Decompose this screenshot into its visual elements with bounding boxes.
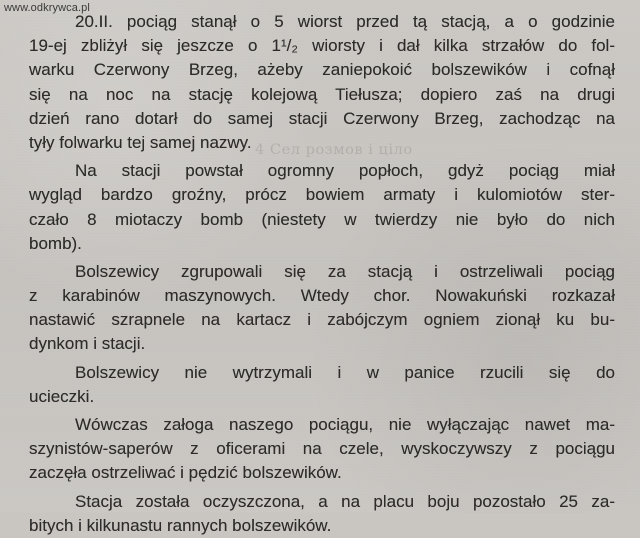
text-line-16: ucieczki. xyxy=(29,386,95,406)
text-line-4: się na noc na stację kolejową Tiełusza; dopiero zaś na drugi xyxy=(29,84,615,104)
faint-background-text: 4 Сел розмов і ціло xyxy=(255,142,413,158)
text-line-12: z karabinów maszynowych. Wtedy chor. Nowakuński rozkazał xyxy=(29,286,615,306)
text-line-8: wygląd bardzo groźny, prócz bowiem armaty i kulomiotów ster- xyxy=(29,185,615,205)
text-line-7: Na stacji powstał ogromny popłoch, gdyż pociąg miał xyxy=(75,161,615,181)
text-line-14: dynkom i stacji. xyxy=(29,334,146,354)
text-line-15: Bolszewicy nie wytrzymali i w panice rzucili się do xyxy=(75,362,615,382)
watermark-text: www.odkrywca.pl xyxy=(4,2,90,14)
text-line-1: 20.II. pociąg stanął o 5 wiorst przed tą stacją, a o godzinie xyxy=(75,12,615,31)
text-line-13: nastawić szrapnele na kartacz i zabójczym ogniem zionął ku bu- xyxy=(29,310,615,330)
text-line-21: bitych i kilkunastu rannych bolszewików. xyxy=(29,515,332,535)
text-line-9: czało 8 miotaczy bomb (niestety w twierdzy nie było do nich xyxy=(29,209,615,229)
text-line-2: 19-ej zbliżył się jeszcze o 1¹/₂ wiorsty i dał kilka strzałów do fol- xyxy=(29,36,615,56)
document-body xyxy=(29,10,615,538)
text-line-6: tyły folwarku tej samej nazwy. xyxy=(29,132,252,152)
text-line-20: Stacja została oczyszczona, a na placu boju pozostało 25 za- xyxy=(75,491,615,511)
text-line-3: warku Czerwony Brzeg, ażeby zaniepokoić bolszewików i cofnął xyxy=(29,60,615,80)
text-line-11: Bolszewicy zgrupowali się za stacją i ostrzeliwali pociąg xyxy=(75,261,615,281)
text-line-18: szynistów-saperów z oficerami na czele, wyskoczywszy z pociągu xyxy=(29,439,615,459)
text-line-19: zaczęła ostrzeliwać i pędzić bolszewików. xyxy=(29,463,342,483)
text-line-5: dzień rano dotarł do samej stacji Czerwony Brzeg, zachodząc na xyxy=(29,108,615,128)
text-line-10: bomb). xyxy=(29,233,82,253)
text-line-17: Wówczas załoga naszego pociągu, nie wyłączając nawet ma- xyxy=(75,415,615,434)
